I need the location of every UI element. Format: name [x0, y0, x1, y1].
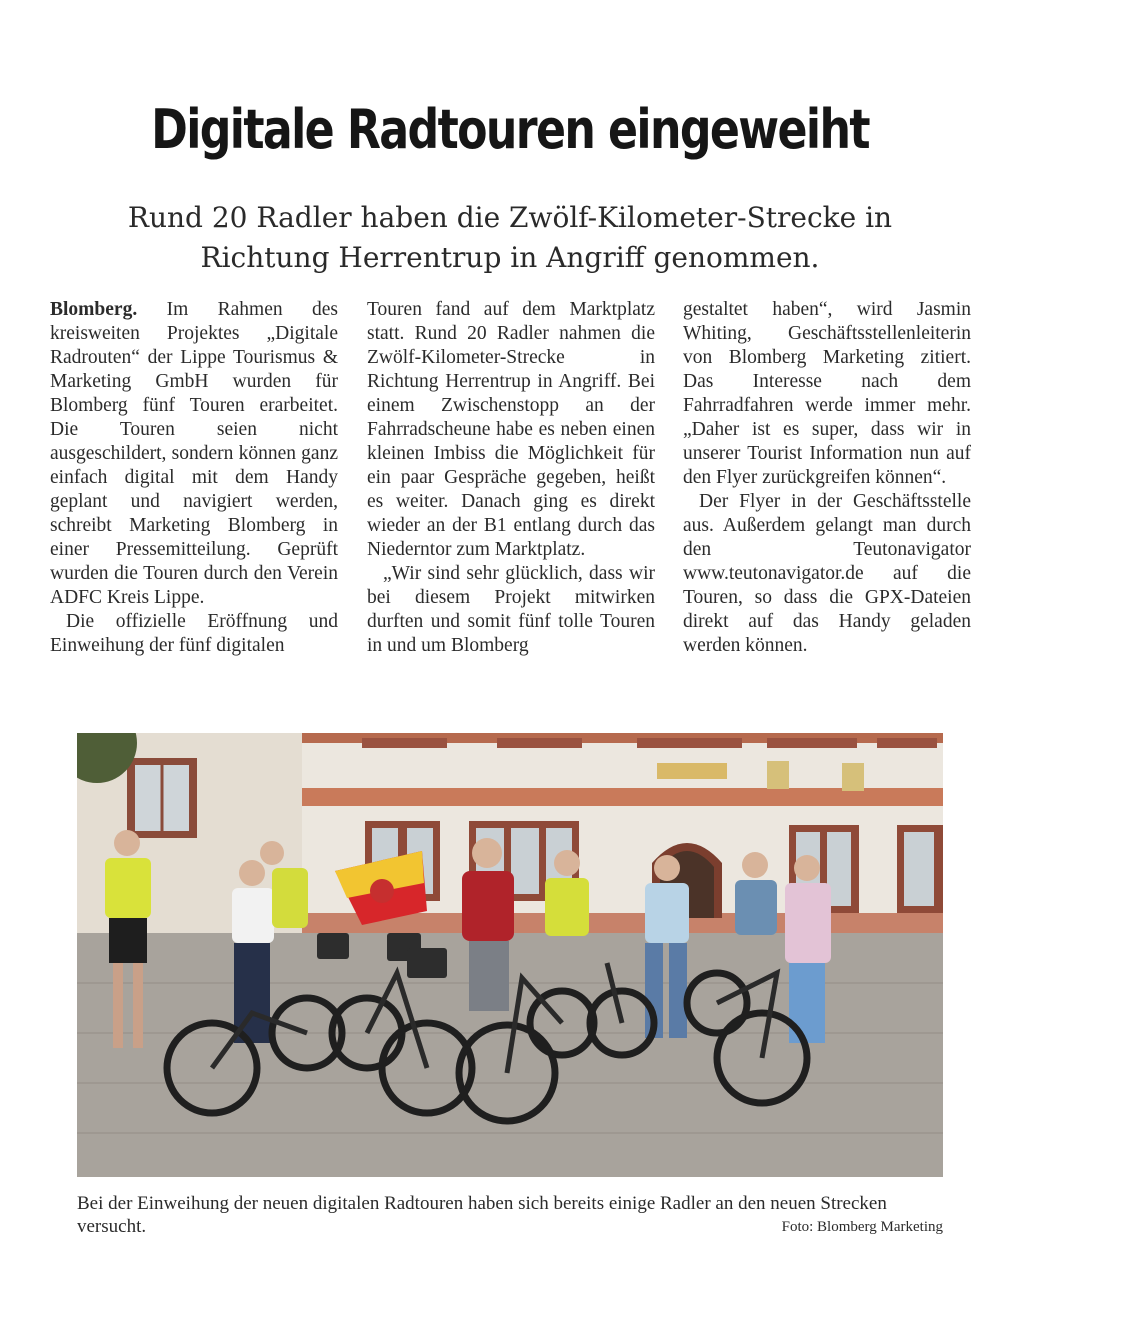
paragraph [50, 298, 338, 610]
article-column-3 [683, 298, 971, 658]
paragraph: Touren fand auf dem Marktplatz statt. Rund 20 Radler nahmen die Zwölf-Kilometer-Strecke in Richtung Herrentrup in Angriff. Bei einem Zwischenstopp an der Fahrradscheune habe es neben einen kleinen Imbiss die Möglichkeit für ein paar Gespräche gegeben, heißt es weiter. Danach ging es direkt wieder an der B1 entlang durch das Niederntor zum Marktplatz. [367, 299, 655, 560]
article-column-2 [367, 298, 655, 658]
photo-caption: Bei der Einweihung der neuen digitalen Radtouren haben sich bereits einige Radler an den neuen Strecken versucht. [77, 1193, 887, 1237]
paragraph: Der Flyer in der Geschäftsstelle aus. Außerdem gelangt man durch den Teutonavigator www.teutonavigator.de auf die Touren, so dass die GPX-Dateien direkt auf das Handy geladen werden können. [683, 491, 971, 656]
subheadline: Rund 20 Radler haben die Zwölf-Kilometer-Strecke in Richtung Herrentrup in Angriff genommen. [127, 201, 893, 274]
article-column-1 [50, 298, 338, 658]
paragraph: gestaltet haben“, wird Jasmin Whiting, Geschäftsstellenleiterin von Blomberg Marketing zitiert. Das Interesse nach dem Fahrradfahren werde immer mehr. „Daher ist es super, dass wir in unserer Tourist Information nun auf den Flyer zurückgreifen können“. [683, 299, 971, 488]
cyclists-photo-illustration [77, 733, 943, 1177]
paragraph: „Wir sind sehr glücklich, dass wir bei diesem Projekt mitwirken durften und somit fünf tolle Touren in und um Blomberg [367, 563, 655, 656]
article-photo [77, 733, 943, 1177]
photo-credit: Foto: Blomberg Marketing [781, 1219, 943, 1235]
paragraph-text: Im Rahmen des kreisweiten Projektes „Digitale Radrouten“ der Lippe Tourismus & Marketing GmbH wurden für Blomberg fünf Touren erarbeitet. Die Touren seien nicht ausgeschildert, sondern können ganz einfach digital mit dem Handy geplant und navigiert werden, schreibt Marketing Blomberg in einer Pressemitteilung. Geprüft wurden die Touren durch den Verein ADFC Kreis Lippe. [50, 299, 338, 608]
dateline: Blomberg. [50, 299, 138, 320]
paragraph: Die offizielle Eröffnung und Einweihung der fünf digitalen [50, 611, 338, 656]
headline: Digitale Radtouren eingeweiht [151, 98, 869, 161]
